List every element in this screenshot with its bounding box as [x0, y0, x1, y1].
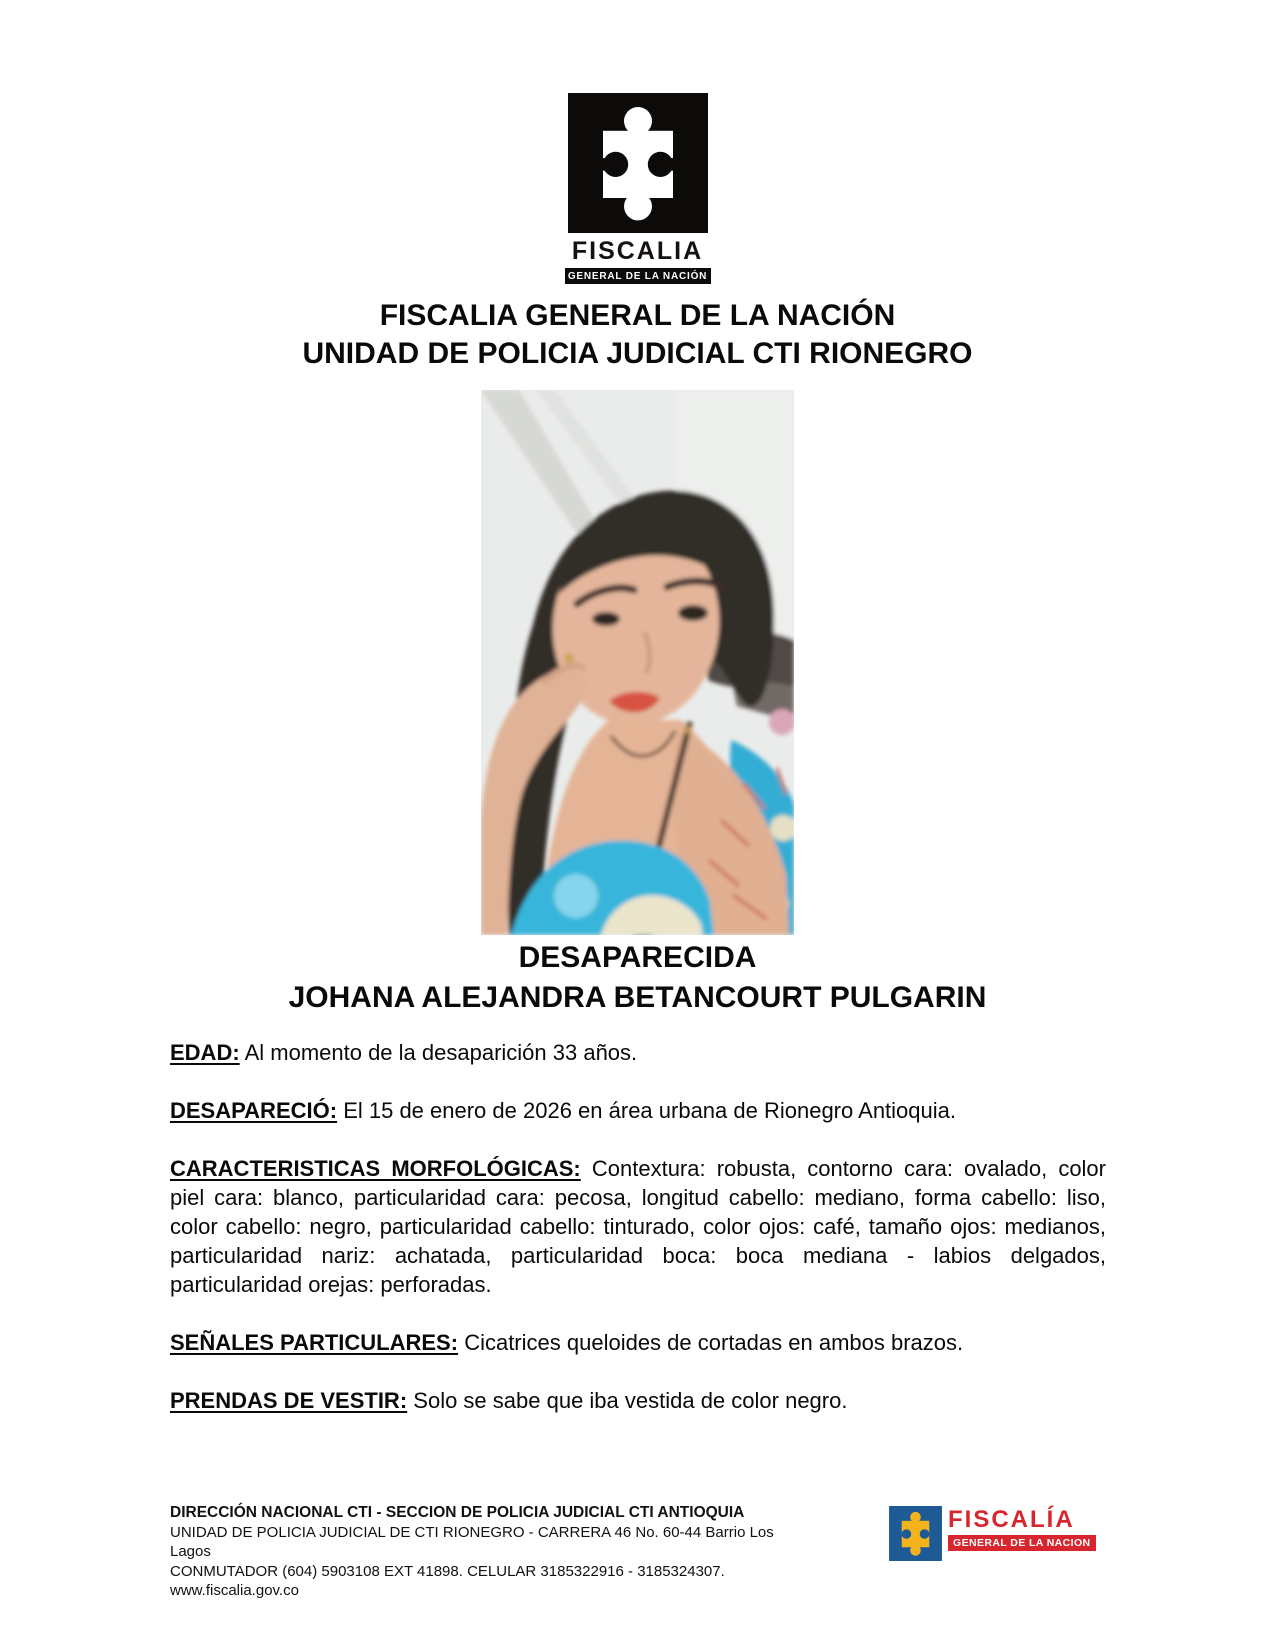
fiscalia-logo-color	[889, 1506, 1096, 1561]
logo-wordmark: FISCALÍA	[948, 1506, 1075, 1533]
info-section-edad	[170, 1038, 1106, 1067]
section-text: Al momento de la desaparición 33 años.	[244, 1040, 638, 1065]
section-label: PRENDAS DE VESTIR:	[170, 1388, 408, 1413]
puzzle-piece-icon	[567, 93, 709, 233]
title-line-1: FISCALIA GENERAL DE LA NACIÓN	[379, 299, 896, 332]
section-label: EDAD:	[170, 1040, 240, 1065]
logo-wordmark: FISCALIA	[571, 237, 704, 265]
section-label: CARACTERISTICAS MORFOLÓGICAS:	[170, 1156, 581, 1181]
logo-banner: GENERAL DE LA NACION	[948, 1535, 1096, 1551]
fiscalia-logo-black	[565, 93, 711, 284]
missing-person-photo	[481, 390, 794, 935]
footer-address-line: UNIDAD DE POLICIA JUDICIAL DE CTI RIONEGRO - CARRERA 46 No. 60-44 Barrio Los Lagos	[170, 1523, 774, 1560]
section-label: SEÑALES PARTICULARES:	[170, 1330, 459, 1355]
footer-org-line: DIRECCIÓN NACIONAL CTI - SECCION DE POLICIA JUDICIAL CTI ANTIOQUIA	[170, 1504, 745, 1521]
section-text: Contextura: robusta, contorno cara: ovalado, color piel cara: blanco, particularidad cara: pecosa, longitud cabello: mediano, forma cabello: liso, color cabello: negro, particularidad cabello: tinturado, color ojos: café, tamaño ojos: medianos, particularidad nariz: achatada, particularidad boca: boca mediana - labios delgados, particularidad orejas: perforadas.	[170, 1156, 1106, 1297]
section-text: Cicatrices queloides de cortadas en ambos brazos.	[464, 1330, 964, 1355]
person-details	[170, 1038, 1106, 1444]
info-section-desaparecio	[170, 1096, 1106, 1125]
footer-phone-line: CONMUTADOR (604) 5903108 EXT 41898. CELULAR 3185322916 - 3185324307.	[170, 1562, 725, 1580]
title-line-2: UNIDAD DE POLICIA JUDICIAL CTI RIONEGRO	[302, 337, 973, 370]
footer-website: www.fiscalia.gov.co	[170, 1582, 299, 1599]
section-label: DESAPARECIÓ:	[170, 1098, 338, 1123]
puzzle-piece-icon	[889, 1506, 942, 1561]
status-block	[0, 938, 1275, 1018]
section-text: El 15 de enero de 2026 en área urbana de Rionegro Antioquia.	[343, 1098, 956, 1123]
footer-contact	[170, 1503, 810, 1601]
info-section-prendas	[170, 1386, 1106, 1415]
info-section-senales	[170, 1328, 1106, 1357]
section-text: Solo se sabe que iba vestida de color negro.	[413, 1388, 848, 1413]
info-section-caracteristicas	[170, 1154, 1106, 1299]
logo-banner: GENERAL DE LA NACIÓN	[565, 268, 711, 284]
status-title: DESAPARECIDA	[518, 941, 757, 974]
page-title	[0, 297, 1275, 373]
person-name: JOHANA ALEJANDRA BETANCOURT PULGARIN	[288, 981, 987, 1014]
